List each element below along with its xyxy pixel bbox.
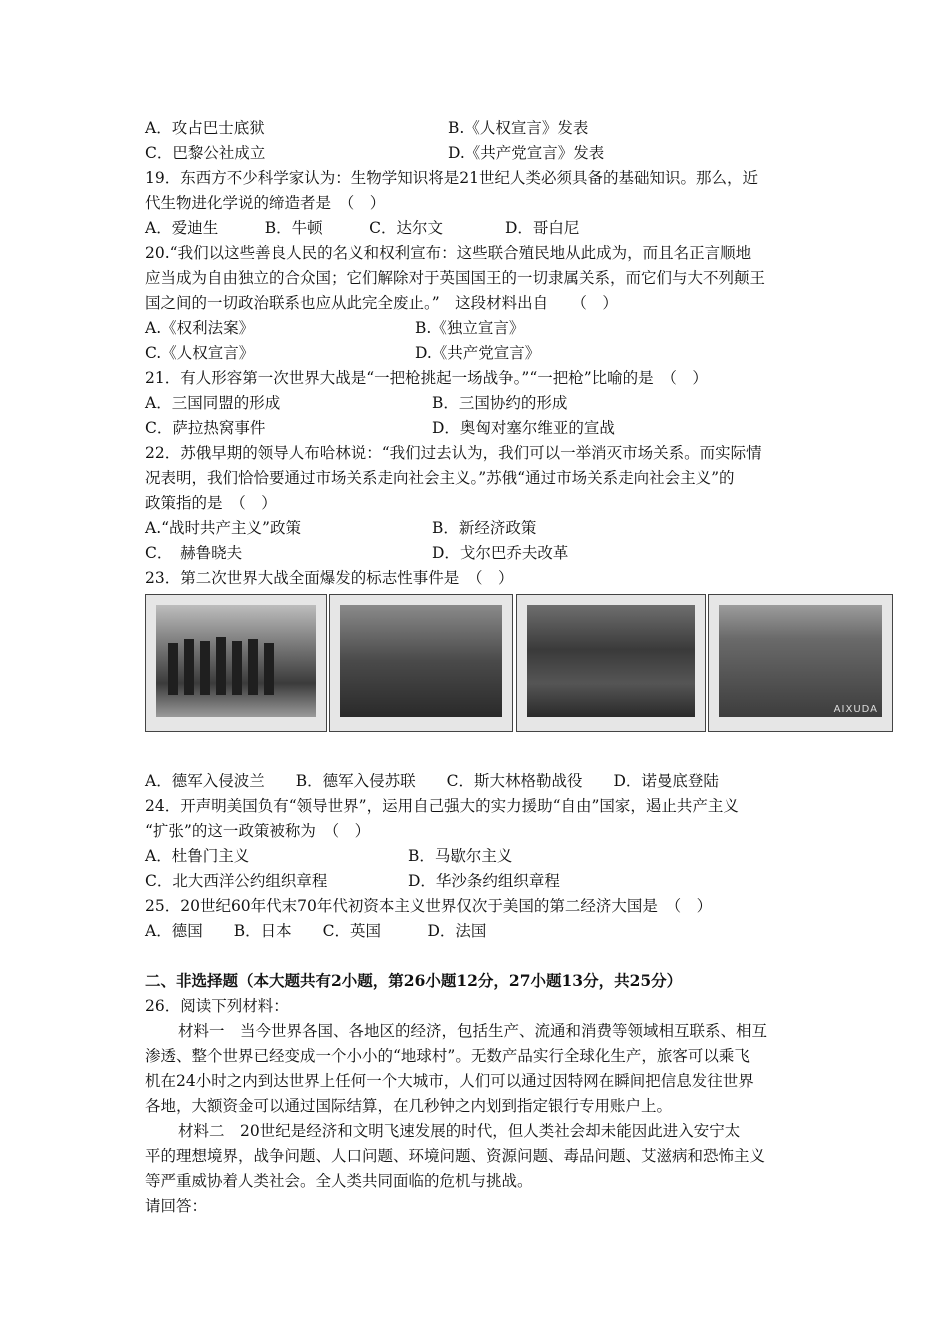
q25-stem: 25．20世纪60年代末70年代初资本主义世界仅次于美国的第二经济大国是 （ ） [145, 897, 713, 915]
q26-material1-line2: 渗透、整个世界已经变成一个小小的“地球村”。无数产品实行全球化生产，旅客可以乘飞 [145, 1047, 750, 1065]
q22-option-b: B．新经济政策 [432, 519, 537, 537]
q18-option-a: A．攻占巴士底狱 [145, 119, 265, 137]
q19-stem-line2: 代生物进化学说的缔造者是 （ ） [145, 194, 386, 212]
q24-option-d: D．华沙条约组织章程 [408, 872, 560, 890]
q26-material2-line2: 平的理想境界，战争问题、人口问题、环境问题、资源问题、毒品问题、艾滋病和恐怖主义 [145, 1147, 766, 1165]
photo-caption: AIXUDA [833, 704, 878, 715]
q21-option-c: C．萨拉热窝事件 [145, 419, 266, 437]
q19-stem-line1: 19．东西方不少科学家认为：生物学知识将是21世纪人类必须具备的基础知识。那么，近 [145, 169, 758, 187]
q24-option-a: A．杜鲁门主义 [145, 847, 250, 865]
q23-photo-strip [145, 594, 893, 732]
q26-prompt: 请回答： [145, 1197, 208, 1215]
q23-options: A．德军入侵波兰 B．德军入侵苏联 C．斯大林格勒战役 D．诺曼底登陆 [145, 772, 719, 790]
q24-option-c: C．北大西洋公约组织章程 [145, 872, 328, 890]
q25-options: A．德国 B．日本 C．英国 D．法国 [145, 922, 487, 940]
photo-battle-ruins [516, 594, 706, 732]
q24-option-b: B．马歇尔主义 [408, 847, 513, 865]
q21-option-a: A．三国同盟的形成 [145, 394, 281, 412]
photo-soldiers-marching [145, 594, 327, 732]
q22-stem-line2: 况表明，我们恰恰要通过市场关系走向社会主义。”苏俄“通过市场关系走向社会主义”的 [145, 469, 735, 487]
q20-stem-line3: 国之间的一切政治联系也应从此完全废止。” 这段材料出自 （ ） [145, 294, 618, 312]
photo-normandy-landing [708, 594, 893, 732]
q26-material1-line3: 机在24小时之内到达世界上任何一个大城市，人们可以通过因特网在瞬间把信息发往世界 [145, 1072, 754, 1090]
q24-stem-line1: 24．开声明美国负有“领导世界”，运用自己强大的实力援助“自由”国家，遏止共产主义 [145, 797, 739, 815]
q22-option-a: A.“战时共产主义”政策 [145, 519, 301, 537]
q20-option-d: D.《共产党宣言》 [415, 344, 541, 362]
q21-option-b: B．三国协约的形成 [432, 394, 568, 412]
q21-option-d: D．奥匈对塞尔维亚的宣战 [432, 419, 615, 437]
q22-option-c: C． 赫鲁晓夫 [145, 544, 243, 562]
q23-stem: 23．第二次世界大战全面爆发的标志性事件是 （ ） [145, 569, 514, 587]
q26-material1-line1: 材料一 当今世界各国、各地区的经济，包括生产、流通和消费等领域相互联系、相互 [178, 1022, 768, 1040]
q19-options: A．爱迪生 B．牛顿 C．达尔文 D．哥白尼 [145, 219, 580, 237]
soldiers-silhouette-graphic [146, 595, 327, 732]
q18-option-c: C．巴黎公社成立 [145, 144, 266, 162]
q18-option-b: B.《人权宣言》发表 [448, 119, 589, 137]
section2-heading: 二、非选择题（本大题共有2小题，第26小题12分，27小题13分，共25分） [145, 971, 683, 990]
q24-stem-line2: “扩张”的这一政策被称为 （ ） [145, 822, 371, 840]
photo-tanks-advance [329, 594, 513, 732]
q26-material2-line1: 材料二 20世纪是经济和文明飞速发展的时代，但人类社会却未能因此进入安宁太 [178, 1122, 741, 1140]
q20-option-c: C.《人权宣言》 [145, 344, 255, 362]
q22-stem-line3: 政策指的是 （ ） [145, 494, 277, 512]
q20-stem-line1: 20.“我们以这些善良人民的名义和权利宣布：这些联合殖民地从此成为，而且名正言顺地 [145, 244, 752, 262]
q26-material1-line4: 各地，大额资金可以通过国际结算，在几秒钟之内划到指定银行专用账户上。 [145, 1097, 673, 1115]
q22-stem-line1: 22．苏俄早期的领导人布哈林说：“我们过去认为，我们可以一举消灭市场关系。而实际情 [145, 444, 762, 462]
q21-stem: 21．有人形容第一次世界大战是“一把枪挑起一场战争。”“一把枪”比喻的是 （ ） [145, 369, 708, 387]
q20-stem-line2: 应当成为自由独立的合众国；它们解除对于英国国王的一切隶属关系，而它们与大不列颠王 [145, 269, 766, 287]
q20-option-b: B.《独立宣言》 [415, 319, 525, 337]
q26-material2-line3: 等严重威协着人类社会。全人类共同面临的危机与挑战。 [145, 1172, 533, 1190]
q18-option-d: D.《共产党宣言》发表 [448, 144, 605, 162]
q22-option-d: D．戈尔巴乔夫改革 [432, 544, 569, 562]
q20-option-a: A.《权利法案》 [145, 319, 255, 337]
q26-stem: 26．阅读下列材料： [145, 997, 289, 1015]
